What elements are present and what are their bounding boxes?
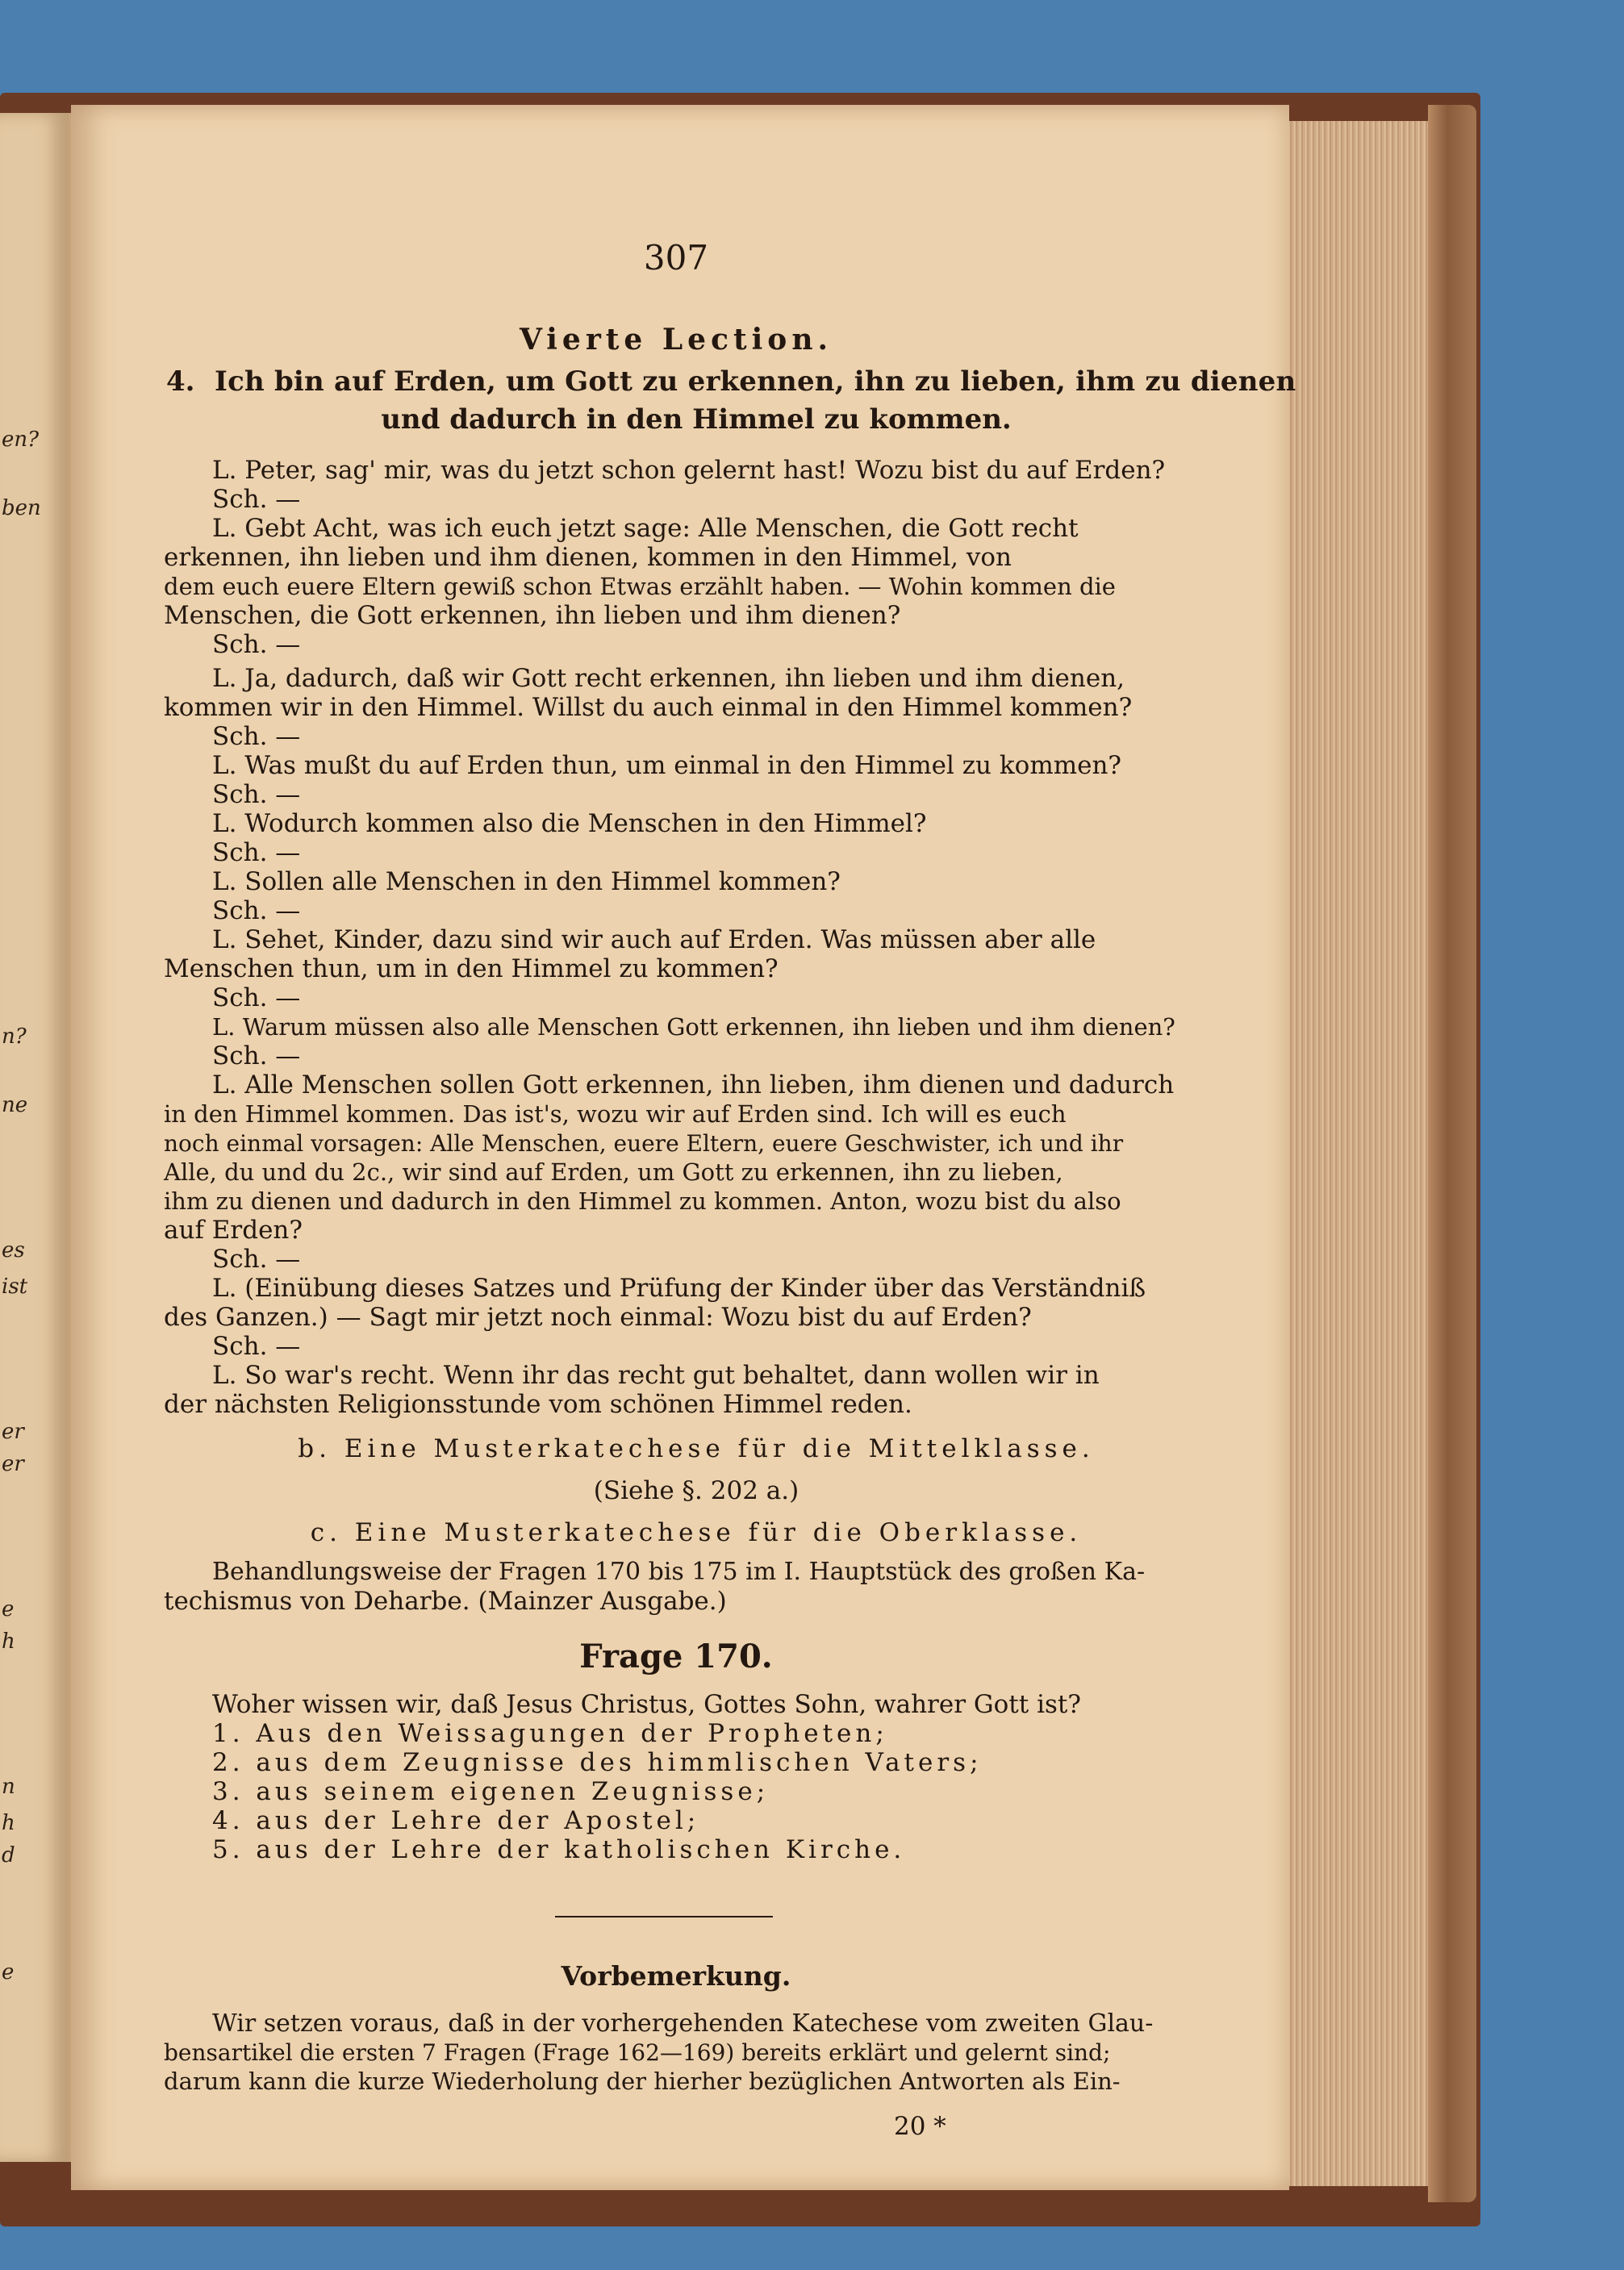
- margin-fragment: n: [2, 1775, 15, 1799]
- question-text: Woher wissen wir, daß Jesus Christus, Gottes Sohn, wahrer Gott ist?: [212, 1690, 1081, 1719]
- dialogue-line: L. Alle Menschen sollen Gott erkennen, ihn lieben, ihm dienen und dadurch: [212, 1070, 1175, 1100]
- margin-fragment: ist: [2, 1275, 28, 1299]
- subheading-c: c. Eine Musterkatechese für die Oberklasse.: [310, 1518, 1083, 1547]
- dialogue-line: Sch. —: [212, 630, 301, 659]
- cover-edge: [1428, 105, 1476, 2202]
- dialogue-line: Sch. —: [212, 485, 301, 514]
- margin-fragment: en?: [2, 428, 40, 452]
- margin-fragment: h: [2, 1629, 15, 1654]
- section-divider: [555, 1916, 773, 1917]
- dialogue-line: Menschen, die Gott erkennen, ihn lieben und ihm dienen?: [164, 601, 901, 630]
- treatment-line: Behandlungsweise der Fragen 170 bis 175 im I. Hauptstück des großen Ka-: [212, 1558, 1146, 1586]
- preliminary-note-line: darum kann die kurze Wiederholung der hierher bezüglichen Antworten als Ein-: [164, 2068, 1121, 2095]
- dialogue-line: auf Erden?: [164, 1216, 303, 1245]
- dialogue-line: Sch. —: [212, 838, 301, 867]
- dialogue-line: Sch. —: [212, 780, 301, 809]
- answer-item: 1. Aus den Weissagungen der Propheten;: [212, 1719, 888, 1748]
- treatment-line: techismus von Deharbe. (Mainzer Ausgabe.): [164, 1587, 727, 1616]
- section-heading-line1: Ich bin auf Erden, um Gott zu erkennen, ihn zu lieben, ihm zu dienen: [215, 365, 1296, 398]
- dialogue-line: L. (Einübung dieses Satzes und Prüfung der Kinder über das Verständniß: [212, 1274, 1146, 1303]
- margin-fragment: n?: [2, 1024, 27, 1049]
- margin-fragment: h: [2, 1811, 15, 1835]
- lesson-title: Vierte Lection.: [519, 323, 833, 357]
- dialogue-line: L. Was mußt du auf Erden thun, um einmal in den Himmel zu kommen?: [212, 751, 1122, 780]
- dialogue-line: L. Gebt Acht, was ich euch jetzt sage: Alle Menschen, die Gott recht: [212, 514, 1079, 543]
- dialogue-line: kommen wir in den Himmel. Willst du auch einmal in den Himmel kommen?: [164, 693, 1133, 722]
- section-heading-line2: und dadurch in den Himmel zu kommen.: [381, 403, 1012, 436]
- dialogue-line: der nächsten Religionsstunde vom schönen Himmel reden.: [164, 1390, 912, 1419]
- dialogue-line: ihm zu dienen und dadurch in den Himmel zu kommen. Anton, wozu bist du also: [164, 1187, 1121, 1215]
- dialogue-line: Menschen thun, um in den Himmel zu kommen?: [164, 954, 779, 983]
- preliminary-note-line: bensartikel die ersten 7 Fragen (Frage 162—169) bereits erklärt und gelernt sind;: [164, 2039, 1111, 2066]
- answer-item: 3. aus seinem eigenen Zeugnisse;: [212, 1777, 770, 1806]
- dialogue-line: Sch. —: [212, 1041, 301, 1070]
- page-number: 307: [643, 238, 709, 277]
- dialogue-line: L. Wodurch kommen also die Menschen in den Himmel?: [212, 809, 927, 838]
- margin-fragment: e: [2, 1597, 15, 1621]
- answer-item: 2. aus dem Zeugnisse des himmlischen Vaters;: [212, 1748, 983, 1777]
- dialogue-line: Sch. —: [212, 983, 301, 1012]
- margin-fragment: ben: [2, 496, 41, 520]
- dialogue-line: noch einmal vorsagen: Alle Menschen, euere Eltern, euere Geschwister, ich und ihr: [164, 1130, 1124, 1157]
- left-page-edge: [0, 113, 71, 2162]
- margin-fragment: e: [2, 1960, 15, 1984]
- dialogue-line: dem euch euere Eltern gewiß schon Etwas erzählt haben. — Wohin kommen die: [164, 573, 1116, 600]
- printer-signature: 20 *: [894, 2112, 946, 2141]
- dialogue-line: erkennen, ihn lieben und ihm dienen, kommen in den Himmel, von: [164, 543, 1012, 572]
- preliminary-note-line: Wir setzen voraus, daß in der vorhergehenden Katechese vom zweiten Glau-: [212, 2009, 1154, 2038]
- subheading-b: b. Eine Musterkatechese für die Mittelklasse.: [298, 1434, 1095, 1463]
- margin-fragment: ne: [2, 1093, 28, 1117]
- subheading-b-reference: (Siehe §. 202 a.): [593, 1476, 799, 1505]
- dialogue-line: Sch. —: [212, 1332, 301, 1361]
- dialogue-line: L. Sollen alle Menschen in den Himmel kommen?: [212, 867, 841, 896]
- dialogue-line: L. Warum müssen also alle Menschen Gott erkennen, ihn lieben und ihm dienen?: [212, 1013, 1175, 1041]
- margin-fragment: er: [2, 1420, 24, 1444]
- answer-item: 5. aus der Lehre der katholischen Kirche.: [212, 1835, 906, 1864]
- dialogue-line: L. Ja, dadurch, daß wir Gott recht erkennen, ihn lieben und ihm dienen,: [212, 664, 1125, 693]
- dialogue-line: Sch. —: [212, 896, 301, 925]
- question-title: Frage 170.: [579, 1638, 773, 1675]
- margin-fragment: d: [2, 1843, 15, 1867]
- preliminary-note-title: Vorbemerkung.: [561, 1960, 791, 1992]
- page-block-edges: [1279, 121, 1430, 2186]
- dialogue-line: L. Sehet, Kinder, dazu sind wir auch auf Erden. Was müssen aber alle: [212, 925, 1096, 954]
- section-number: 4.: [166, 365, 195, 398]
- dialogue-line: L. So war's recht. Wenn ihr das recht gut behaltet, dann wollen wir in: [212, 1361, 1100, 1390]
- dialogue-line: in den Himmel kommen. Das ist's, wozu wir auf Erden sind. Ich will es euch: [164, 1100, 1067, 1128]
- margin-fragment: es: [2, 1238, 25, 1262]
- right-page: [71, 105, 1296, 2190]
- answer-item: 4. aus der Lehre der Apostel;: [212, 1806, 700, 1835]
- dialogue-line: des Ganzen.) — Sagt mir jetzt noch einmal: Wozu bist du auf Erden?: [164, 1303, 1032, 1332]
- dialogue-line: Alle, du und du 2c., wir sind auf Erden, um Gott zu erkennen, ihn zu lieben,: [164, 1158, 1063, 1186]
- dialogue-line: Sch. —: [212, 1245, 301, 1274]
- dialogue-line: Sch. —: [212, 722, 301, 751]
- margin-fragment: er: [2, 1452, 24, 1476]
- dialogue-line: L. Peter, sag' mir, was du jetzt schon gelernt hast! Wozu bist du auf Erden?: [212, 456, 1166, 485]
